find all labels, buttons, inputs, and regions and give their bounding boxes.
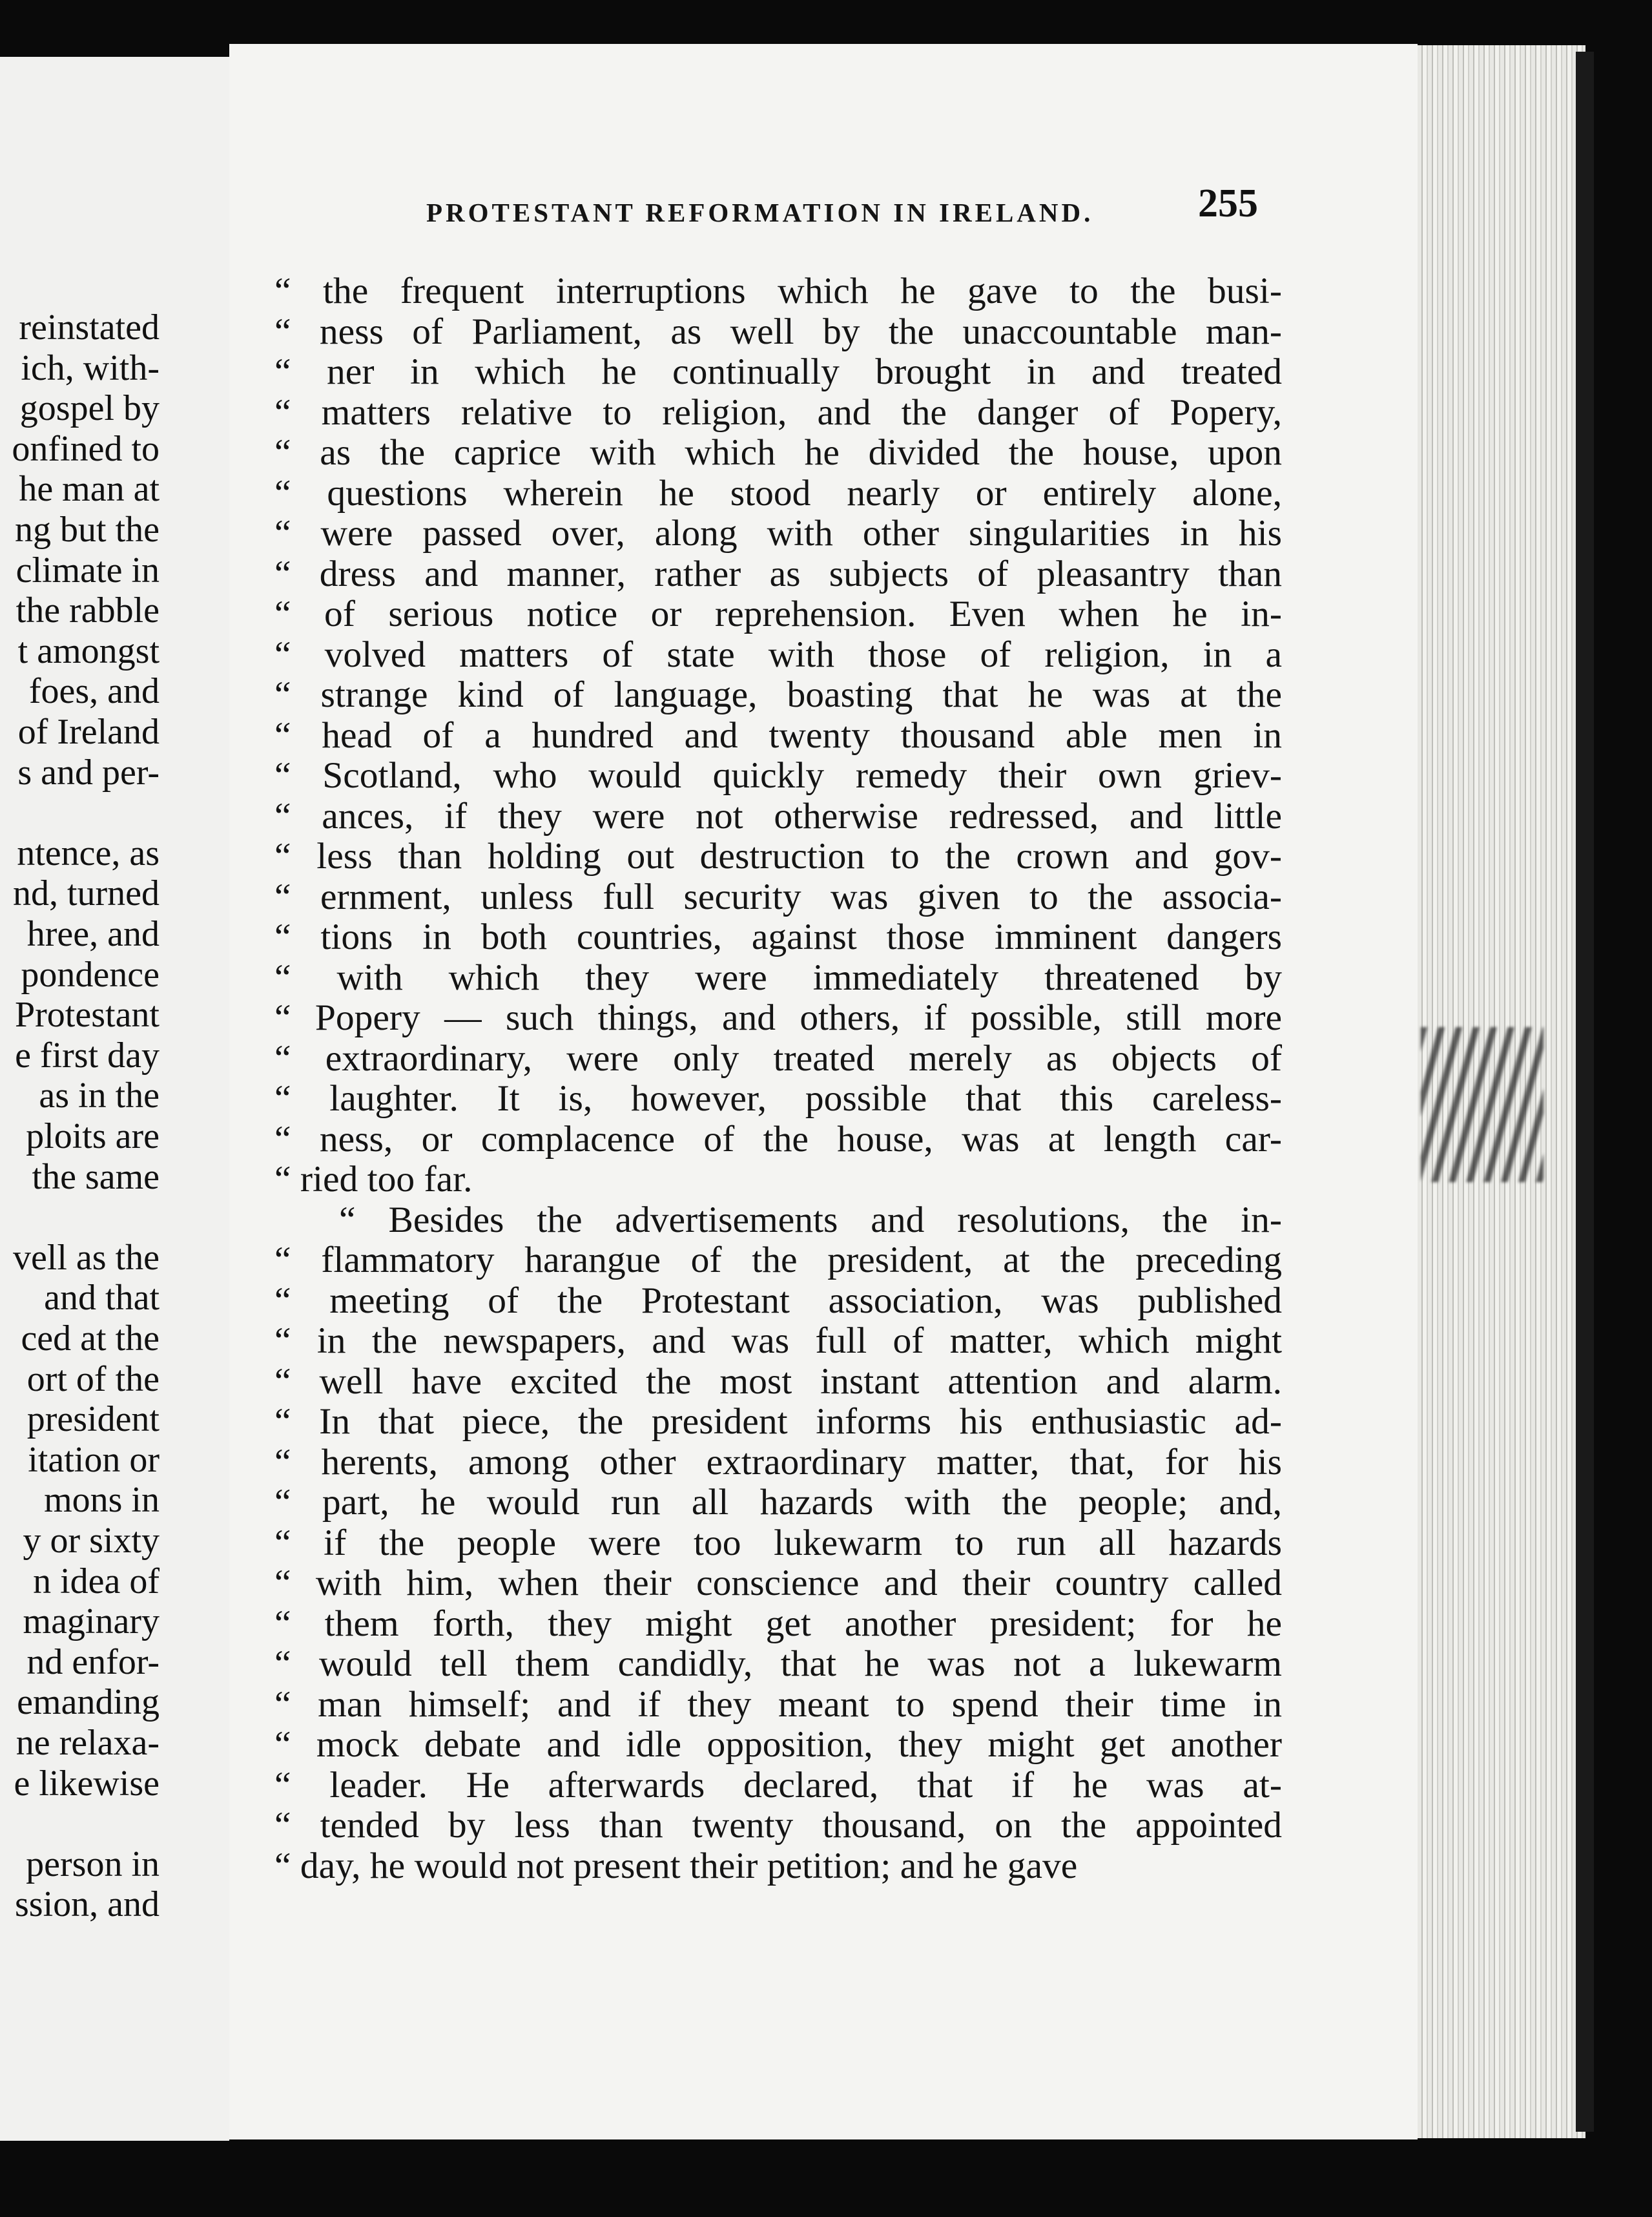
text-line: “ dress and manner, rather as subjects of pleasantry than	[274, 553, 1282, 594]
text-line: “ with him, when their conscience and their country called	[274, 1563, 1282, 1603]
facing-text-line: onfined to	[12, 428, 160, 469]
facing-text-line: ich, with-	[21, 348, 160, 388]
facing-text-line: mons in	[44, 1480, 160, 1521]
facing-page	[0, 57, 229, 2141]
facing-text-line: gospel by	[19, 388, 160, 429]
text-line: “ Scotland, who would quickly remedy their own griev-	[274, 755, 1282, 796]
text-line: “ matters relative to religion, and the danger of Popery,	[274, 391, 1282, 433]
text-line: “ mock debate and idle opposition, they might get another	[274, 1724, 1282, 1765]
text-line: “ them forth, they might get another president; for he	[274, 1603, 1282, 1644]
text-line: “ Besides the advertisements and resolutions, the in-	[339, 1199, 1282, 1240]
facing-text-line: ntence, as	[17, 833, 160, 873]
text-line: “ day, he would not present their petition; and he gave	[274, 1845, 1078, 1886]
text-line: “ well have excited the most instant attention and alarm.	[274, 1360, 1282, 1402]
text-line: “ tions in both countries, against those imminent dangers	[274, 917, 1282, 957]
body-text	[274, 271, 1282, 1886]
text-line: “ were passed over, along with other singularities in his	[274, 513, 1282, 554]
facing-text-line: s and per-	[17, 752, 160, 793]
text-line: “ with which they were immediately threatened by	[274, 957, 1282, 998]
text-line: “ less than holding out destruction to the crown and gov-	[274, 836, 1282, 877]
text-line: “ ness, or complacence of the house, was at length car-	[274, 1118, 1282, 1160]
text-line: “ flammatory harangue of the president, at the preceding	[274, 1240, 1282, 1280]
facing-text-line: ort of the	[26, 1358, 160, 1399]
text-line: “ in the newspapers, and was full of matter, which might	[274, 1320, 1282, 1361]
text-line: “ head of a hundred and twenty thousand able men in	[274, 714, 1282, 756]
running-head: PROTESTANT REFORMATION IN IRELAND.	[426, 198, 1094, 227]
facing-text-line: ng but the	[15, 510, 160, 550]
text-line: “ of serious notice or reprehension. Even when he in-	[274, 594, 1282, 634]
facing-text-line: of Ireland	[17, 712, 160, 752]
facing-text-line: e likewise	[14, 1763, 160, 1804]
facing-text-line: the rabble	[15, 590, 160, 631]
facing-text-line: vell as the	[12, 1237, 160, 1278]
facing-text-line: climate in	[15, 550, 160, 590]
ink-smudge	[1421, 1027, 1544, 1182]
facing-text-line: pondence	[21, 954, 160, 995]
facing-text-line: reinstated	[19, 307, 160, 348]
text-line: “ meeting of the Protestant association, was published	[274, 1280, 1282, 1321]
text-line: “ ried too far.	[274, 1159, 473, 1200]
text-line: “ laughter. It is, however, possible that this careless-	[274, 1078, 1282, 1119]
facing-text-line: maginary	[23, 1601, 160, 1642]
text-line: “ extraordinary, were only treated merely as objects of	[274, 1037, 1282, 1079]
facing-text-line: ced at the	[21, 1318, 160, 1358]
facing-text-line: nd, turned	[12, 873, 160, 914]
binding-shadow	[1576, 52, 1594, 2132]
facing-text-line: itation or	[28, 1439, 160, 1480]
facing-text-line: and that	[44, 1278, 160, 1318]
facing-text-line: Protestant	[15, 995, 160, 1036]
facing-text-line: foes, and	[28, 671, 160, 712]
text-line: “ if the people were too lukewarm to run all hazards	[274, 1522, 1282, 1563]
text-line: “ would tell them candidly, that he was not a lukewarm	[274, 1643, 1282, 1684]
text-line: “ ness of Parliament, as well by the unaccountable man-	[274, 311, 1282, 352]
page-number: 255	[1198, 182, 1258, 225]
facing-text-line: hree, and	[26, 914, 160, 954]
facing-text-line: n idea of	[33, 1561, 160, 1601]
text-line: “ part, he would run all hazards with the people; and,	[274, 1482, 1282, 1523]
text-line: “ strange kind of language, boasting that he was at the	[274, 674, 1282, 715]
text-line: “ ernment, unless full security was given to the associa-	[274, 876, 1282, 917]
facing-text-line: ploits are	[26, 1116, 160, 1156]
text-line: “ as the caprice with which he divided the house, upon	[274, 432, 1282, 473]
facing-text-line: e first day	[15, 1035, 160, 1076]
facing-text-line: he man at	[19, 469, 160, 510]
facing-text-line: president	[26, 1399, 160, 1440]
text-line: “ volved matters of state with those of religion, in a	[274, 634, 1282, 675]
facing-text-line: as in the	[39, 1076, 160, 1116]
facing-text-line: nd enfor-	[26, 1641, 160, 1682]
text-line: “ leader. He afterwards declared, that if he was at-	[274, 1764, 1282, 1806]
facing-text-line: y or sixty	[23, 1521, 160, 1561]
text-line: “ questions wherein he stood nearly or entirely alone,	[274, 472, 1282, 514]
text-line: “ In that piece, the president informs his enthusiastic ad-	[274, 1401, 1282, 1442]
text-line: “ Popery — such things, and others, if possible, still more	[274, 997, 1282, 1038]
facing-text-line: ne relaxa-	[15, 1723, 160, 1763]
text-line: “ man himself; and if they meant to spend their time in	[274, 1683, 1282, 1725]
text-line: “ ances, if they were not otherwise redressed, and little	[274, 795, 1282, 837]
facing-text-line: t amongst	[17, 630, 160, 671]
text-line: “ tended by less than twenty thousand, on the appointed	[274, 1805, 1282, 1846]
facing-text-line: the same	[32, 1156, 160, 1197]
text-line: “ ner in which he continually brought in and treated	[274, 351, 1282, 392]
text-line: “ the frequent interruptions which he gave to the busi-	[274, 271, 1282, 311]
facing-text-line: emanding	[17, 1682, 160, 1723]
facing-text-line: person in	[26, 1844, 160, 1884]
text-line: “ herents, among other extraordinary matter, that, for his	[274, 1441, 1282, 1483]
facing-text-line: ssion, and	[15, 1884, 160, 1925]
